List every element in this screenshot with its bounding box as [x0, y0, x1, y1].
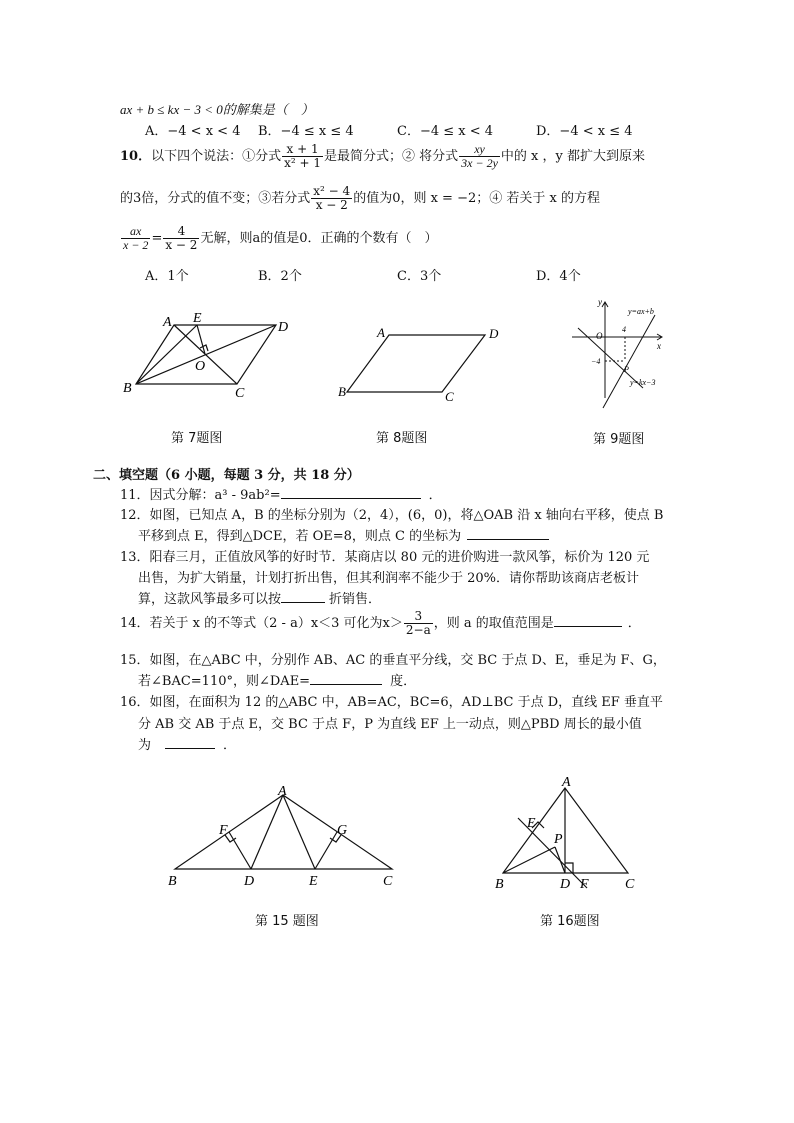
fig9-line-label-2: y=kx−3	[630, 378, 656, 387]
fig7-caption: 第 7题图	[171, 431, 223, 446]
fig7-label-a: A	[163, 315, 172, 330]
q14-text-b: ，则 a 的取值范围是	[433, 616, 554, 631]
fig9-label-origin: O	[596, 331, 603, 341]
fig16-label-a: A	[562, 775, 571, 790]
fig15-label-g: G	[337, 823, 348, 838]
fig7-label-e: E	[193, 311, 202, 326]
fig8-label-a: A	[377, 325, 385, 340]
q16-line2: 分 AB 交 AB 于点 E，交 BC 于点 F，P 为直线 EF 上一动点，则△PBD 周长的最小值	[138, 717, 642, 732]
q16-text: 为	[138, 738, 152, 753]
q10-fraction-2: $\frac{xy}{3x - 2y}$	[461, 142, 498, 170]
fig8-label-b: B	[338, 384, 346, 399]
q10-fraction-4: $\frac{ax}{x - 2}$	[123, 224, 149, 252]
fig8-label-d: D	[489, 326, 499, 341]
q16-answer-blank[interactable]	[165, 736, 215, 749]
q9-option-d: D．−4 < x ≤ 4	[536, 124, 633, 139]
q10-fraction-3: $\frac{\text{x² − 4}}{x - 2}$	[313, 184, 351, 212]
q11-text: 11．因式分解：a³ - 9ab²=	[120, 488, 281, 503]
q10-option-a: A．1个	[145, 269, 189, 284]
fig9-label-x-axis: x	[657, 341, 661, 351]
q13-line1: 13．阳春三月，正值放风筝的好时节．某商店以 80 元的进价购进一款风筝，标价为 120 元	[120, 550, 650, 565]
q15-answer-blank[interactable]	[310, 672, 382, 685]
q12-answer-blank[interactable]	[467, 527, 549, 540]
q13-answer-blank[interactable]	[281, 590, 325, 603]
fig15-label-a: A	[278, 784, 287, 799]
fig16-label-e: E	[527, 816, 536, 831]
fig9-tick-4: 4	[622, 325, 626, 334]
q12-line1: 12．如图，已知点 A，B 的坐标分别为（2，4），(6，0)，将△OAB 沿 x 轴向右平移，使点 B	[120, 508, 664, 523]
q16-line3	[138, 734, 236, 753]
q9-option-a: A．−4 < x < 4	[145, 124, 241, 139]
q14	[120, 610, 641, 637]
q13-line3	[138, 588, 381, 607]
fig15-label-d: D	[244, 874, 255, 889]
fig16-label-c: C	[625, 877, 635, 892]
fig9-tick-neg4: −4	[591, 357, 601, 366]
q10-text-e: 的值为0，则 x = −2；④ 若关于 x 的方程	[353, 191, 600, 206]
fig7-label-c: C	[235, 386, 245, 401]
fig8-caption: 第 8题图	[376, 431, 428, 446]
q10-option-b: B．2个	[258, 269, 302, 284]
q16-end: ．	[223, 738, 237, 753]
fig16-label-b: B	[495, 877, 504, 892]
fig9-line-label-1: y=ax+b	[628, 307, 654, 316]
q10-fraction-1: $\frac{x + 1}{\text{x² + 1}}$	[284, 142, 322, 170]
section-2-heading: 二、填空题（6 小题，每题 3 分，共 18 分）	[93, 468, 360, 483]
q14-answer-blank[interactable]	[554, 614, 622, 627]
fig9-caption: 第 9题图	[593, 432, 645, 447]
q13-text: 算，这款风筝最多可以按	[138, 592, 282, 607]
fig16-label-d: D	[560, 877, 571, 892]
q13-line2: 出售，为扩大销量，计划打折出售，但其利润率不能少于 20%．请你帮助该商店老板计	[138, 571, 640, 586]
q11-answer-blank[interactable]	[281, 486, 421, 499]
q14-fraction: $\frac{3}{2-a}$	[405, 609, 431, 637]
fig15-label-f: F	[219, 823, 228, 838]
q10-fraction-5: $\frac{4}{x - 2}$	[165, 224, 198, 252]
q14-end: ．	[627, 616, 641, 631]
fig15-caption: 第 15 题图	[255, 914, 319, 929]
q10-number: 10．	[120, 149, 152, 164]
fig15-label-e: E	[309, 874, 318, 889]
q11	[120, 484, 442, 503]
q10-option-c: C．3个	[397, 269, 442, 284]
fig9-label-y-axis: y	[598, 297, 602, 307]
q10-option-d: D．4个	[536, 269, 581, 284]
q15-line1: 15．如图，在△ABC 中，分别作 AB、AC 的垂直平分线，交 BC 于点 D、E，垂足为 F、G，	[120, 653, 666, 668]
fig16-label-p: P	[554, 832, 563, 847]
fig16-caption: 第 16题图	[540, 914, 600, 929]
q13-end: 折销售．	[329, 592, 382, 607]
q14-text-a: 14．若关于 x 的不等式（2 - a）x＜3 可化为x＞	[120, 616, 403, 631]
q9-option-b: B．−4 ≤ x ≤ 4	[258, 124, 354, 139]
q10-text-d: 的3倍，分式的值不变；③若分式	[120, 191, 311, 206]
fig7-label-o: O	[195, 359, 206, 374]
q12-line2	[138, 525, 549, 544]
q15-line2	[138, 670, 416, 689]
fig15-label-b: B	[168, 874, 177, 889]
q10-text-b: 是最简分式；② 将分式	[324, 149, 459, 164]
q10-equals: =	[151, 231, 163, 246]
q16-line1: 16．如图，在面积为 12 的△ABC 中，AB=AC，BC=6，AD⊥BC 于点 D，直线 EF 垂直平	[120, 695, 663, 710]
q12-text: 平移到点 E，得到△DCE，若 OE=8，则点 C 的坐标为	[138, 529, 462, 544]
fig16-label-f: F	[580, 877, 589, 892]
q15-text: 若∠BAC=110°，则∠DAE=	[138, 674, 311, 689]
fig15-label-c: C	[383, 874, 393, 889]
q10-text-f: 无解，则a的值是0．正确的个数有（ ）	[200, 231, 438, 246]
q10-text-c: 中的 x ，y 都扩大到原来	[500, 149, 645, 164]
fig8-label-c: C	[445, 389, 454, 404]
fig9-label-p: P	[624, 365, 629, 374]
q9-stem: ax + b ≤ kx − 3 < 0的解集是（ ）	[120, 102, 314, 117]
q11-end: ．	[428, 488, 442, 503]
q15-end: 度．	[390, 674, 417, 689]
fig7-label-b: B	[123, 381, 132, 396]
q10-text-a: 以下四个说法：①分式	[151, 149, 282, 164]
q9-option-c: C．−4 ≤ x < 4	[397, 124, 494, 139]
fig7-label-d: D	[278, 320, 289, 335]
